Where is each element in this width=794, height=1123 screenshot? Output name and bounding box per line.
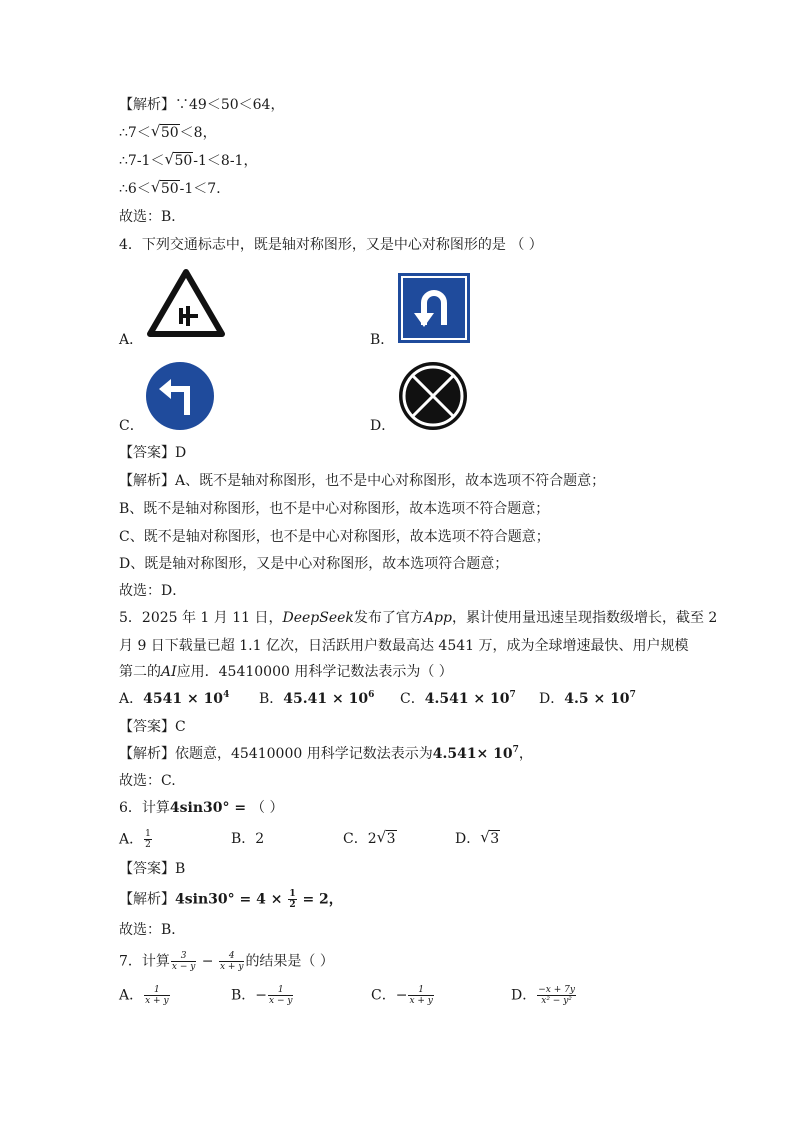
numerator: 1 [289, 889, 296, 899]
numerator: −x + 7y [538, 985, 575, 995]
numerator: 1 [144, 985, 169, 996]
answer-value: B [175, 861, 186, 877]
question-5-stem: 月 9 日下载量已超 1.1 亿次，日活跃用户数最高达 4541 万，成为全球增速最快、用户规模 [119, 638, 689, 654]
question-5-stem [119, 608, 717, 628]
analysis-line [119, 151, 257, 171]
denominator: x − y [269, 996, 293, 1006]
numerator: 4 [219, 951, 244, 962]
option-label: A． [119, 831, 144, 848]
warning-triangle-sign-icon [146, 268, 226, 338]
numerator: 3 [171, 951, 196, 962]
fraction [268, 985, 293, 1006]
radicand: 3 [386, 831, 396, 847]
q7-option-c [371, 985, 435, 1006]
denominator: 2 [289, 900, 296, 910]
math-text: ∴6＜ [119, 181, 151, 197]
analysis-line [119, 123, 217, 143]
analysis-line [119, 179, 230, 199]
math-expression: = 2， [297, 891, 343, 908]
fraction [144, 985, 169, 1006]
exponent: 6 [368, 690, 375, 700]
q5-option-d [539, 689, 636, 709]
denominator: x² − y² [541, 996, 572, 1006]
stem-text: 的结果是（ ） [245, 953, 334, 970]
option-label: D． [455, 831, 481, 847]
option-label: A． [119, 987, 144, 1004]
fraction [408, 985, 433, 1006]
analysis-line: D、既是轴对称图形，又是中心对称图形，故本选项符合题意； [119, 556, 509, 572]
analysis-line: C、既不是轴对称图形，也不是中心对称图形，故本选项不符合题意； [119, 529, 550, 545]
sqrt-expression: √ 3 [480, 828, 500, 847]
numerator: 1 [145, 829, 151, 839]
stem-text: （ ） [251, 800, 284, 816]
fraction [171, 951, 196, 972]
denominator: x + y [220, 962, 244, 972]
option-label: B．− [231, 987, 268, 1004]
stem-text: 发布了官方 [353, 610, 424, 626]
answer-value: D [175, 445, 187, 461]
math-text: ＜8， [179, 125, 217, 141]
q4-option-d-label: D． [370, 418, 396, 434]
math-text: -1＜8-1， [193, 153, 258, 169]
answer-label: 【答案】 [119, 719, 175, 735]
denominator: x + y [145, 996, 169, 1006]
option-label: C． [400, 691, 425, 707]
answer-line [119, 717, 186, 737]
exponent: 7 [629, 690, 636, 700]
stem-text: 7．计算 [119, 953, 170, 970]
math-expression: 4sin30° = [169, 800, 252, 816]
sqrt-expression: √ 50 [150, 178, 179, 197]
exponent: 7 [509, 690, 516, 700]
analysis-text: A、既不是轴对称图形，也不是中心对称图形，故本选项不符合题意； [175, 473, 606, 489]
analysis-text: ∵49＜50＜64， [175, 97, 285, 113]
analysis-label: 【解析】 [119, 97, 175, 113]
option-value: 4.5 × 10 [564, 691, 630, 707]
q4-option-c-label: C． [119, 418, 144, 434]
analysis-line [119, 471, 605, 491]
q5-option-b [259, 689, 374, 709]
stem-text: 5．2025 年 1 月 11 日， [119, 610, 283, 626]
answer-line [119, 859, 185, 879]
sqrt-expression: √ 50 [164, 150, 193, 169]
ai-term: AI [161, 664, 177, 680]
analysis-label: 【解析】 [119, 891, 175, 908]
q5-option-a [119, 689, 229, 709]
question-5-stem [119, 662, 453, 682]
analysis-line [119, 95, 284, 115]
choose-line: 故选：D． [119, 583, 187, 599]
sqrt-expression: √ 3 [376, 828, 396, 847]
sqrt-expression: √ 50 [150, 122, 179, 141]
fraction [537, 985, 576, 1006]
option-label: D． [539, 691, 565, 707]
analysis-line [119, 889, 343, 910]
analysis-label: 【解析】 [119, 473, 175, 489]
radicand: 50 [160, 125, 179, 141]
q7-option-d [511, 985, 577, 1006]
fraction [219, 951, 244, 972]
answer-label: 【答案】 [119, 445, 175, 461]
q5-option-c [400, 689, 516, 709]
q7-option-a [119, 985, 171, 1006]
question-7-stem [119, 951, 334, 972]
choose-line: 故选：B． [119, 209, 186, 225]
question-4-stem: 4．下列交通标志中，既是轴对称图形，又是中心对称图形的是 （ ） [119, 237, 543, 253]
denominator: x + y [409, 996, 433, 1006]
app-term: App [423, 610, 452, 626]
q4-option-b-label: B． [370, 332, 395, 348]
math-value: 4.541× 10 [432, 746, 513, 762]
option-label: D． [511, 987, 537, 1004]
q6-option-d [455, 829, 500, 849]
answer-label: 【答案】 [119, 861, 175, 877]
stem-text: 6．计算 [119, 800, 170, 816]
analysis-text: ， [518, 746, 533, 762]
denominator: 2 [145, 840, 151, 850]
minus-sign: − [197, 953, 218, 970]
choose-line: 故选：C. [119, 773, 176, 789]
choose-line: 故选：B． [119, 922, 186, 938]
radicand: 50 [160, 181, 179, 197]
no-stopping-sign-icon [397, 361, 469, 431]
analysis-text: 依题意，45410000 用科学记数法表示为 [175, 746, 433, 762]
option-value: 45.41 × 10 [283, 691, 369, 707]
exponent: 4 [223, 690, 230, 700]
q6-option-a [119, 829, 153, 850]
q6-option-b: B．2 [231, 831, 265, 847]
math-expression: 4sin30° = 4 × [175, 891, 288, 908]
stem-text: 第二的 [119, 664, 161, 680]
analysis-label: 【解析】 [119, 746, 175, 762]
analysis-line [119, 744, 533, 764]
fraction [144, 829, 152, 850]
question-6-stem [119, 798, 283, 818]
radicand: 50 [174, 153, 193, 169]
stem-text: ，累计使用量迅速呈现指数级增长，截至 2 [451, 610, 718, 626]
turn-left-sign-icon [145, 361, 215, 431]
denominator: x − y [171, 962, 196, 972]
u-turn-sign-icon [398, 273, 470, 343]
math-text: -1＜7． [179, 181, 231, 197]
option-label: C．− [371, 987, 408, 1004]
fraction [288, 889, 296, 910]
answer-value: C [175, 719, 186, 735]
option-value: 4.541 × 10 [424, 691, 510, 707]
math-text: ∴7-1＜ [119, 153, 165, 169]
option-label: B． [259, 691, 284, 707]
numerator: 1 [268, 985, 293, 996]
q4-option-a-label: A． [119, 332, 144, 348]
numerator: 1 [408, 985, 433, 996]
analysis-line: B、既不是轴对称图形，也不是中心对称图形，故本选项不符合题意； [119, 501, 550, 517]
radicand: 3 [490, 831, 500, 847]
stem-text: 应用．45410000 用科学记数法表示为（ ） [176, 664, 453, 680]
option-value: 4541 × 10 [143, 691, 224, 707]
exponent: 7 [512, 745, 519, 755]
option-label: C．2 [343, 831, 377, 847]
math-text: ∴7＜ [119, 125, 151, 141]
answer-line [119, 443, 186, 463]
option-label: A． [119, 691, 144, 707]
q7-option-b [231, 985, 294, 1006]
brand-name: DeepSeek [282, 610, 354, 626]
q6-option-c [343, 829, 397, 849]
